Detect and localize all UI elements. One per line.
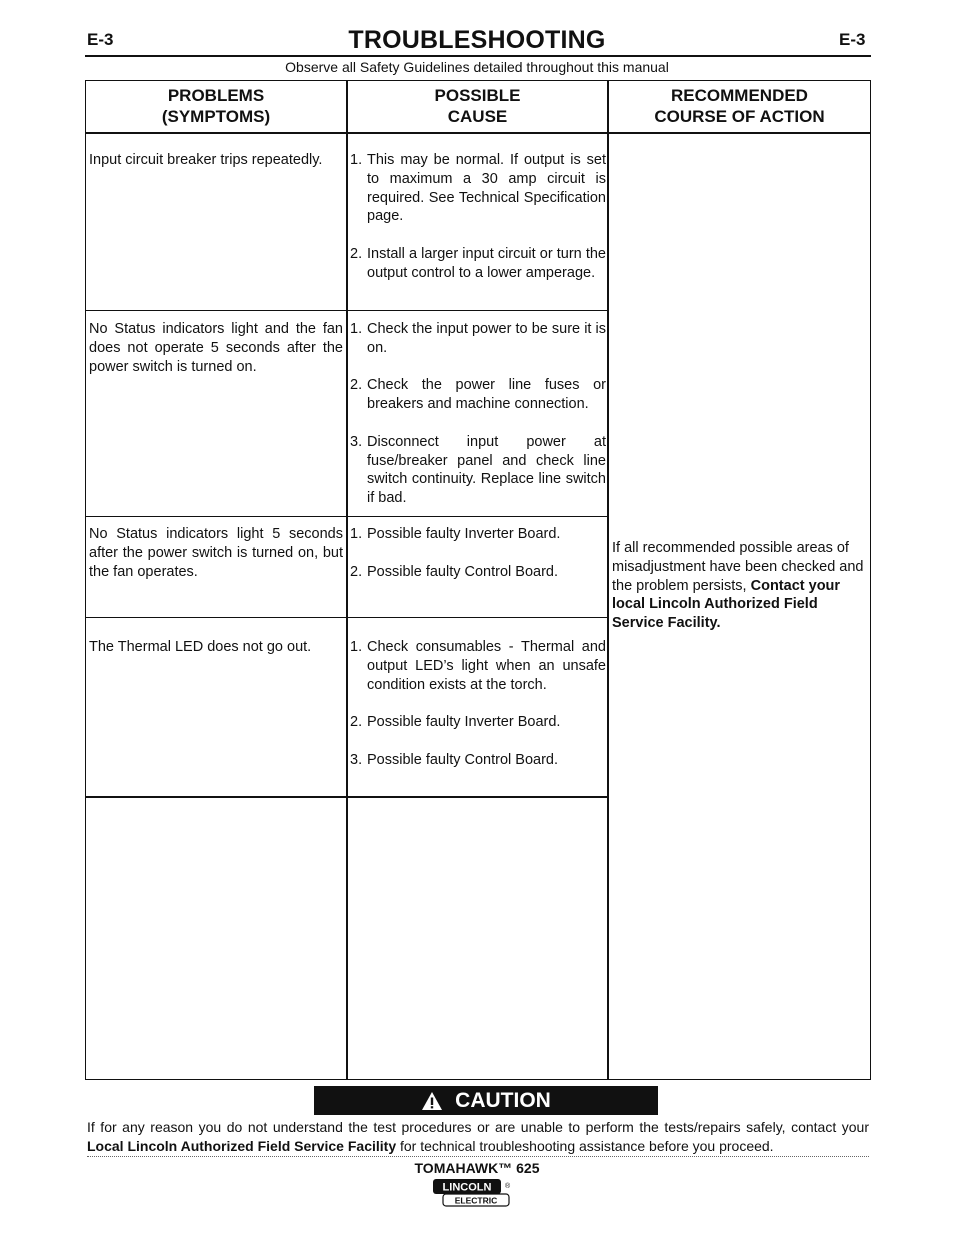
cause-text: Disconnect input power at fuse/breaker panel and check line switch continuity. Replace line switch if bad. <box>367 433 606 507</box>
column-header-action-line2: COURSE OF ACTION <box>654 107 825 126</box>
cause-text: Check the power line fuses or breakers and machine connection. <box>367 377 606 413</box>
footer-model-name: TOMAHAWK™ 625 <box>414 1160 540 1176</box>
header-divider <box>85 132 871 134</box>
column-header-cause-line2: CAUSE <box>447 107 508 126</box>
cause-item <box>350 525 606 544</box>
symptom-row-2: No Status indicators light and the fan does not operate 5 seconds after the power switch is turned on. <box>89 321 343 375</box>
title-rule <box>85 55 871 57</box>
cause-item <box>350 151 606 226</box>
column-header-cause <box>348 80 607 132</box>
cause-item <box>350 245 606 283</box>
column-divider-1 <box>346 80 348 1079</box>
cause-text: Check the input power to be sure it is on. <box>367 321 606 356</box>
cause-text: Possible faulty Control Board. <box>367 563 559 580</box>
cause-number: 2. <box>350 377 363 394</box>
safety-subtitle: Observe all Safety Guidelines detailed throughout this manual <box>285 59 669 75</box>
column-header-problems-line2: (SYMPTOMS) <box>161 107 271 126</box>
footer-rule <box>87 1156 869 1157</box>
cause-text: Possible faulty Inverter Board. <box>367 714 561 731</box>
row-divider-1 <box>85 310 608 311</box>
logo-top-text: LINCOLN <box>442 1181 492 1194</box>
symptom-row-1: Input circuit breaker trips repeatedly. <box>89 152 323 168</box>
cause-text: Possible faulty Inverter Board. <box>367 526 561 542</box>
cause-number: 1. <box>350 526 363 542</box>
cause-text: Install a larger input circuit or turn the output control to a lower amperage. <box>367 245 606 281</box>
cause-item <box>350 320 606 358</box>
caution-text-part2: for technical troubleshooting assistance before you proceed. <box>396 1138 774 1154</box>
causes-row-2 <box>350 320 606 527</box>
action-text: If all recommended possible areas of misadjustment have been checked and the problem persists, <box>612 540 864 594</box>
causes-row-4 <box>350 638 606 788</box>
symptom-row-4: The Thermal LED does not go out. <box>89 639 312 655</box>
caution-text-part1: If for any reason you do not understand the test procedures or are unable to perform the tests/repairs safely, contact your <box>87 1119 869 1135</box>
cause-number: 1. <box>350 152 363 168</box>
column-header-action-line1: RECOMMENDED <box>671 86 808 105</box>
cause-text: This may be normal. If output is set to maximum a 30 amp circuit is required. See Technical Specification page. <box>367 152 606 225</box>
page-code-right: E-3 <box>839 30 866 49</box>
causes-row-1 <box>350 151 606 301</box>
warning-triangle-icon <box>421 1091 443 1111</box>
causes-row-3 <box>350 525 606 600</box>
caution-banner <box>314 1086 658 1115</box>
column-header-problems <box>86 80 346 132</box>
cause-number: 1. <box>350 639 363 655</box>
logo-mark: ® <box>505 1183 511 1190</box>
cause-number: 2. <box>350 714 363 731</box>
cause-text: Check consumables - Thermal and output LED’s light when an unsafe condition exists at the torch. <box>367 639 606 693</box>
caution-label: CAUTION <box>455 1088 551 1112</box>
column-header-action <box>609 80 870 132</box>
page-code-left: E-3 <box>87 30 114 49</box>
caution-text-bold: Local Lincoln Authorized Field Service Facility <box>87 1138 397 1154</box>
column-divider-2 <box>607 80 609 1079</box>
row-divider-4 <box>85 796 608 798</box>
cause-item <box>350 563 606 582</box>
cause-item <box>350 751 606 770</box>
action-text-bold: Contact your local Lincoln Authorized Field Service Facility. <box>612 577 841 632</box>
cause-text: Possible faulty Control Board. <box>367 751 559 768</box>
recommended-action <box>612 539 868 633</box>
cause-number: 3. <box>350 751 363 768</box>
column-header-problems-line1: PROBLEMS <box>167 86 265 105</box>
column-header-cause-line1: POSSIBLE <box>434 86 521 105</box>
cause-item <box>350 638 606 694</box>
cause-item <box>350 713 606 732</box>
cause-number: 1. <box>350 321 363 337</box>
page-title: TROUBLESHOOTING <box>348 26 606 54</box>
cause-item <box>350 433 606 508</box>
logo-bottom-text: ELECTRIC <box>454 1195 498 1206</box>
caution-text <box>87 1118 869 1156</box>
cause-number: 2. <box>350 245 363 262</box>
symptom-row-3: No Status indicators light 5 seconds after the power switch is turned on, but the fan operates. <box>89 526 343 580</box>
cause-number: 3. <box>350 433 363 450</box>
row-divider-3 <box>85 617 608 618</box>
cause-number: 2. <box>350 563 363 580</box>
lincoln-electric-logo <box>432 1178 512 1208</box>
cause-item <box>350 376 606 414</box>
